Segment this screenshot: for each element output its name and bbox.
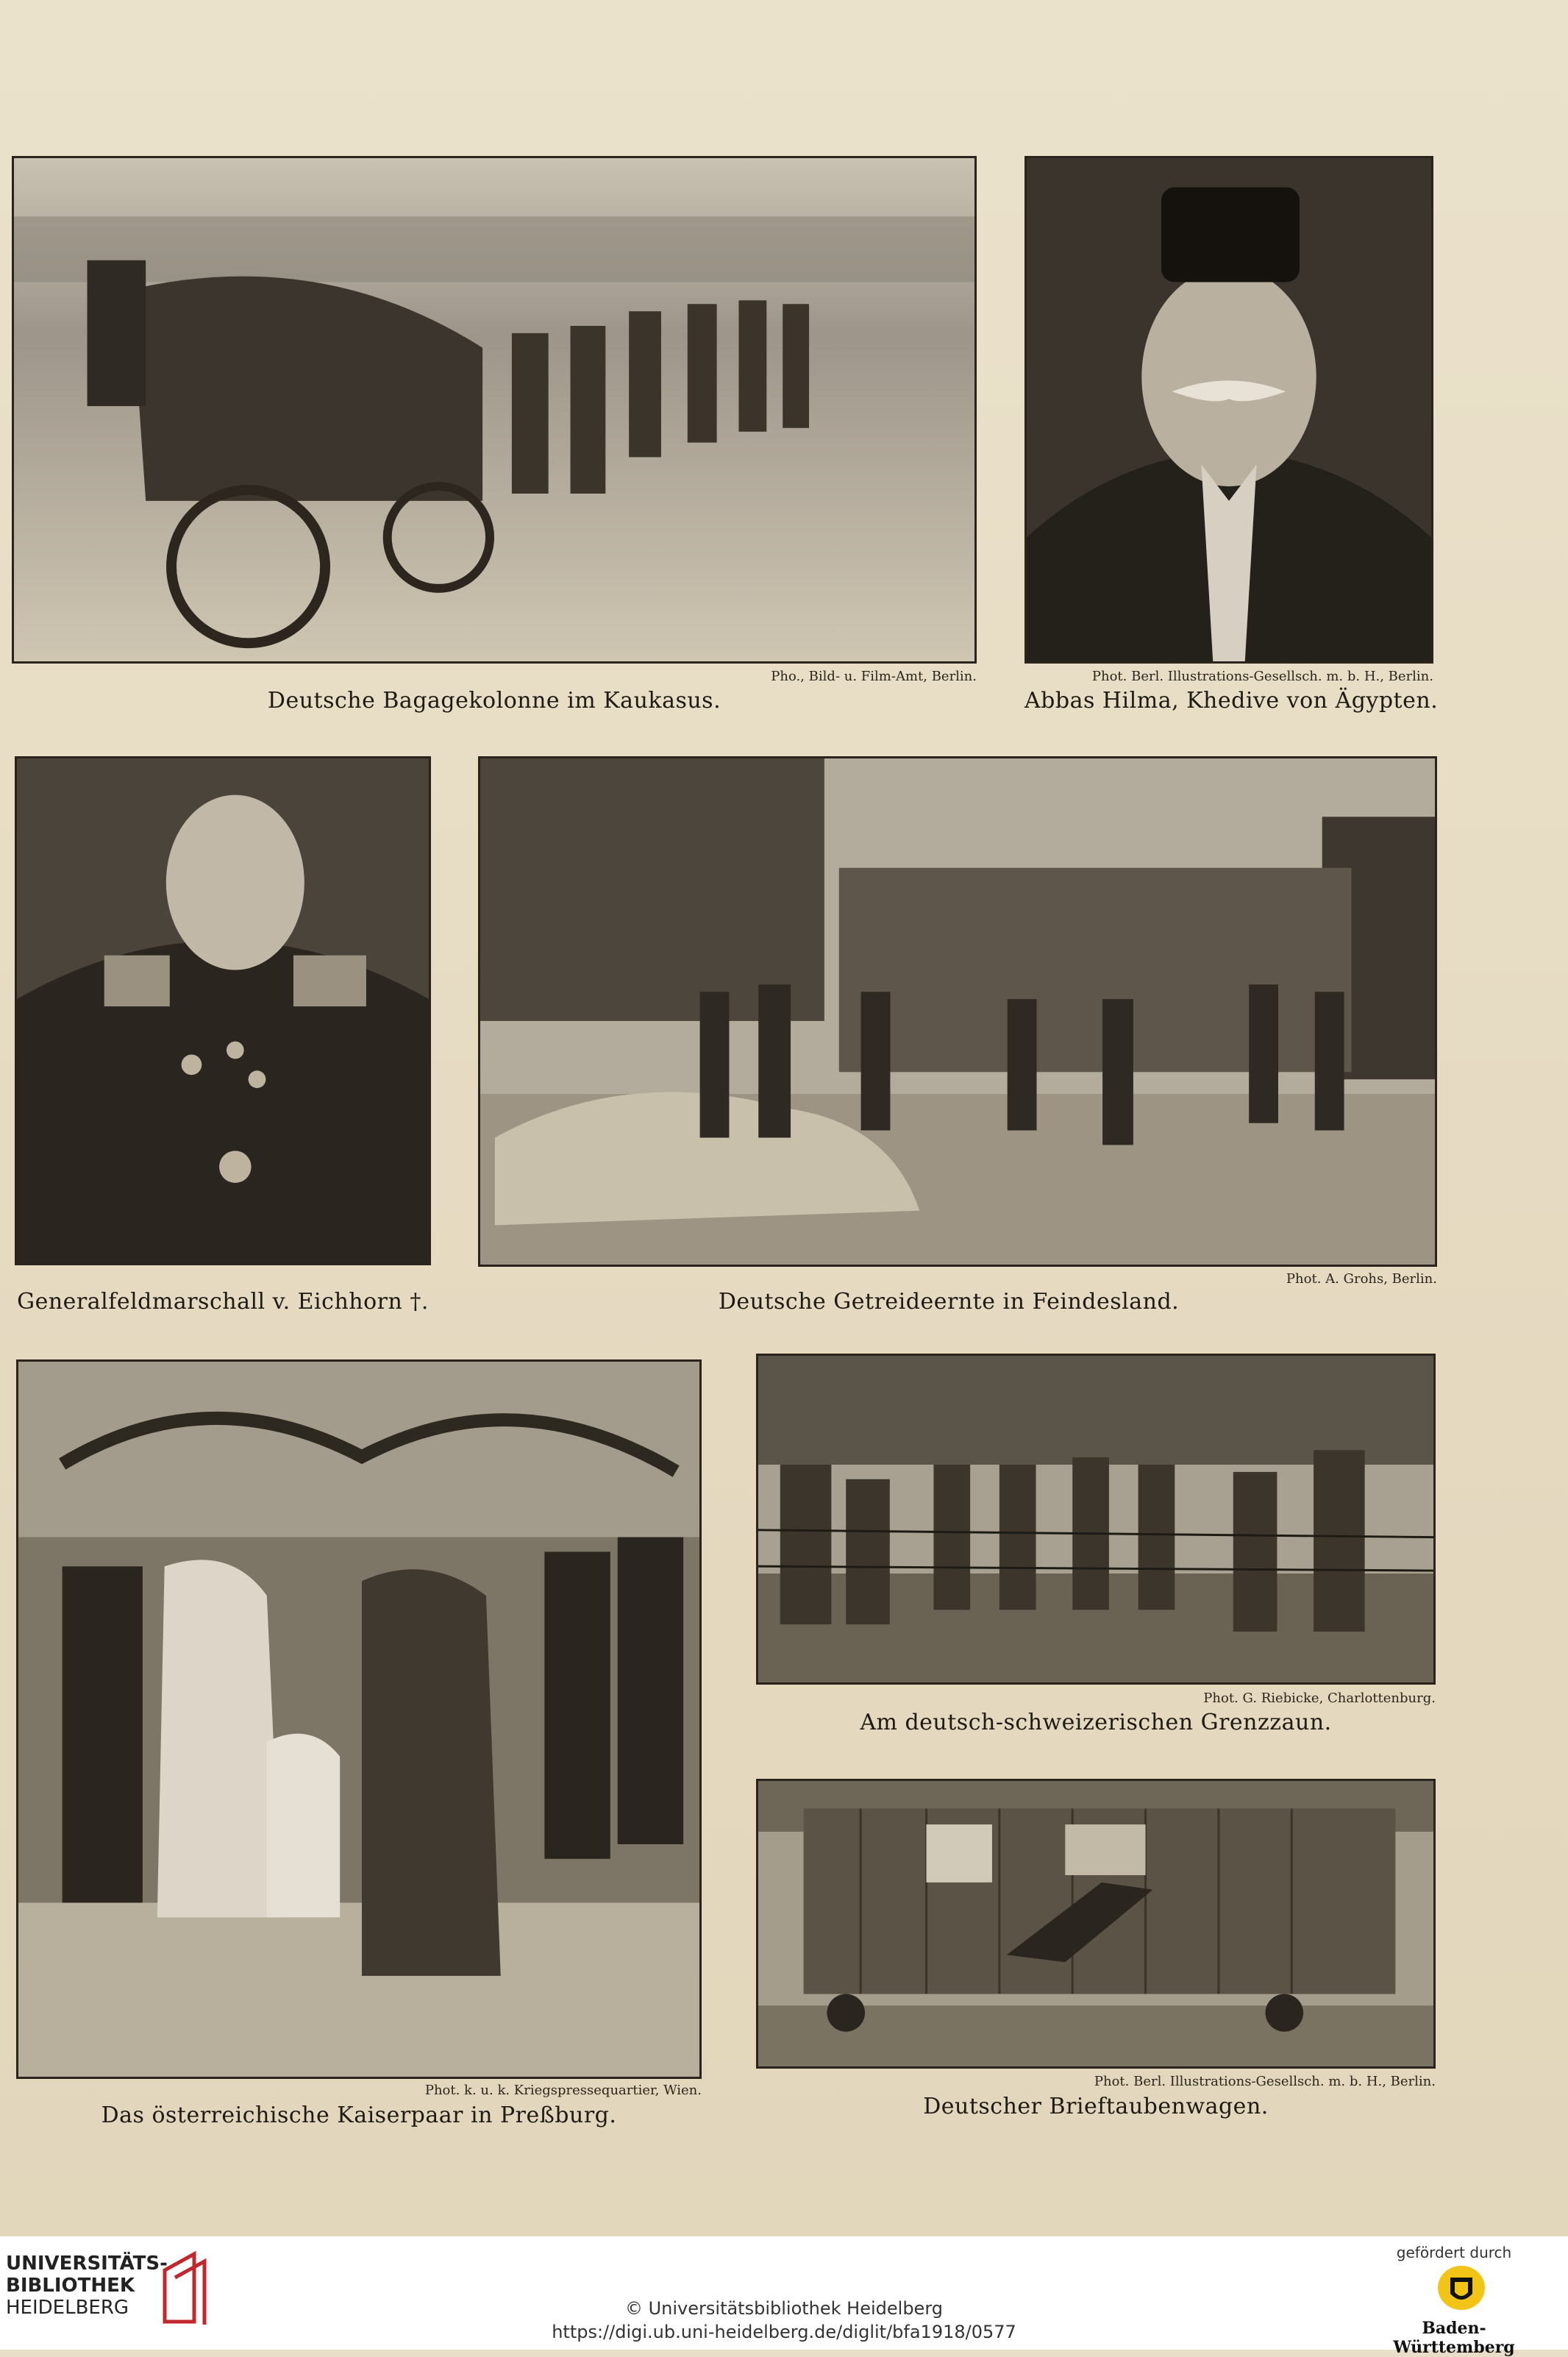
photo-credit: Phot. A. Grohs, Berlin.: [1286, 1271, 1437, 1287]
photo-caption: Abbas Hilma, Khedive von Ägypten.: [1024, 688, 1439, 714]
photo-baggage-column: [12, 156, 977, 664]
library-name-line3: HEIDELBERG: [6, 2297, 129, 2319]
photo-pigeon-wagon: [756, 1779, 1436, 2069]
photo-grain-harvest: [478, 756, 1437, 1267]
photo-credit: Phot. G. Riebicke, Charlottenburg.: [1203, 1691, 1436, 1706]
pigeon-wagon-illustration: [758, 1781, 1433, 2066]
library-name-line2: BIBLIOTHEK: [6, 2275, 135, 2297]
photo-caption: Deutsche Bagagekolonne im Kaukasus.: [267, 688, 721, 714]
photo-credit: Phot. Berl. Illustrations-Gesellsch. m. b. H., Berlin.: [1091, 669, 1433, 684]
photo-caption: Das österreichische Kaiserpaar in Preßburg.: [101, 2102, 617, 2128]
khedive-portrait-illustration: [1027, 158, 1431, 661]
source-url-link[interactable]: https://digi.ub.uni-heidelberg.de/diglit/bfa1918/0577: [552, 2322, 1016, 2342]
field-marshal-portrait-illustration: [17, 758, 429, 1263]
grain-harvest-illustration: [480, 758, 1435, 1265]
photo-border-fence: [756, 1354, 1436, 1685]
photo-credit: Phot. Berl. Illustrations-Gesellsch. m. b. H., Berlin.: [1094, 2074, 1436, 2089]
baggage-column-illustration: [14, 158, 974, 661]
funded-by-label: gefördert durch: [1396, 2244, 1512, 2261]
photo-caption: Generalfeldmarschall v. Eichhorn †.: [17, 1289, 429, 1315]
photo-portrait-field-marshal: [15, 756, 431, 1265]
imperial-couple-illustration: [18, 1362, 699, 2077]
border-fence-illustration: [758, 1356, 1433, 1682]
library-name-line1: UNIVERSITÄTS-: [6, 2253, 168, 2275]
photo-caption: Deutsche Getreideernte in Feindesland.: [718, 1289, 1180, 1315]
baden-wuerttemberg-emblem-icon: [1436, 2264, 1487, 2311]
copyright-notice: © Universitätsbibliothek Heidelberg: [624, 2298, 943, 2319]
photo-caption: Am deutsch-schweizerischen Grenzzaun.: [860, 1710, 1332, 1735]
funder-name: Baden-Württemberg: [1393, 2319, 1515, 2357]
photo-caption: Deutscher Brieftaubenwagen.: [923, 2094, 1269, 2119]
photo-credit: Phot. k. u. k. Kriegspressequartier, Wien.: [424, 2083, 702, 2098]
photo-imperial-couple: [16, 1359, 702, 2079]
photo-credit: Pho., Bild- u. Film-Amt, Berlin.: [771, 669, 977, 684]
photo-portrait-khedive: [1024, 156, 1433, 664]
